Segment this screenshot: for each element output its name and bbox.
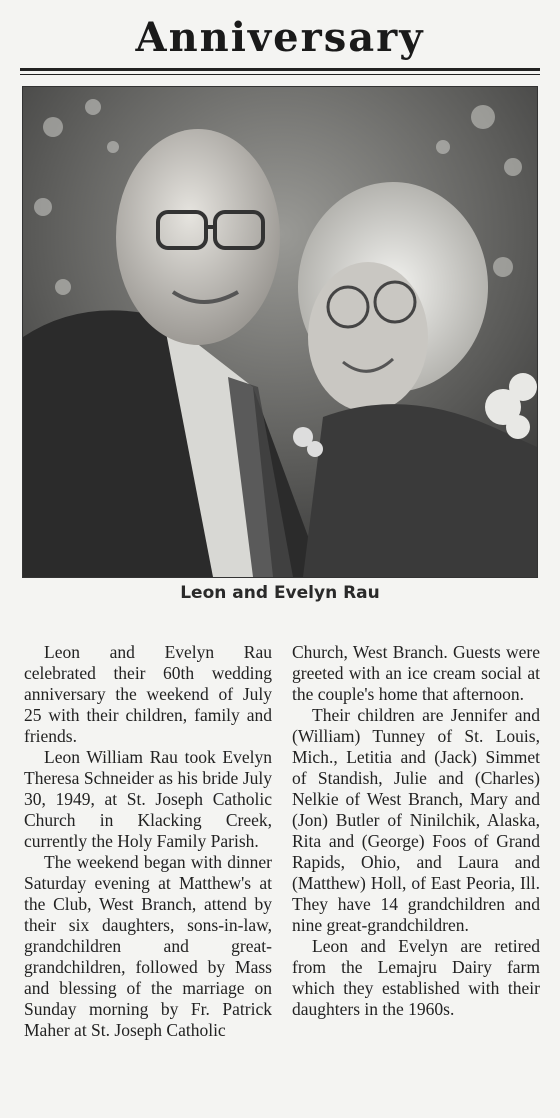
couple-photo	[22, 86, 538, 578]
headline: Anniversary	[135, 14, 425, 61]
headline-rule-thin	[20, 74, 540, 75]
photo-caption: Leon and Evelyn Rau	[180, 583, 380, 603]
article-paragraph: Leon and Evelyn are retired from the Lemajru Dairy farm which they established with their daughters in the 1960s.	[292, 936, 540, 1019]
article-paragraph: Leon and Evelyn Rau celebrated their 60th wedding anniversary the weekend of July 25 with their children, family and friends.	[24, 642, 272, 746]
couple-photo-image	[23, 87, 537, 577]
headline-rule	[20, 68, 540, 71]
article-column-left	[24, 642, 272, 1041]
article-column-right	[292, 642, 540, 1020]
article-paragraph: Leon William Rau took Evelyn Theresa Schneider as his bride July 30, 1949, at St. Joseph Catholic Church in Klacking Creek, currently the Holy Family Parish.	[24, 747, 272, 851]
article-paragraph-continued: Church, West Branch. Guests were greeted with an ice cream social at the couple's home that afternoon.	[292, 642, 540, 704]
article-paragraph: Their children are Jennifer and (William) Tunney of St. Louis, Mich., Letitia and (Jack) Simmet of Standish, Julie and (Charles) Nelkie of West Branch, Mary and (Jon) Butler of Ninilchik, Alaska, Rita and (George) Foos of Grand Rapids, Ohio, and Laura and (Matthew) Holl, of East Peoria, Ill. They have 14 grandchildren and nine great-grandchildren.	[292, 705, 540, 935]
article-paragraph: The weekend began with dinner Saturday evening at Matthew's at the Club, West Branch, attend by their six daughters, sons-in-law, grandchildren and great-grandchildren, followed by Mass and blessing of the marriage on Sunday morning by Fr. Patrick Maher at St. Joseph Catholic	[24, 852, 272, 1040]
